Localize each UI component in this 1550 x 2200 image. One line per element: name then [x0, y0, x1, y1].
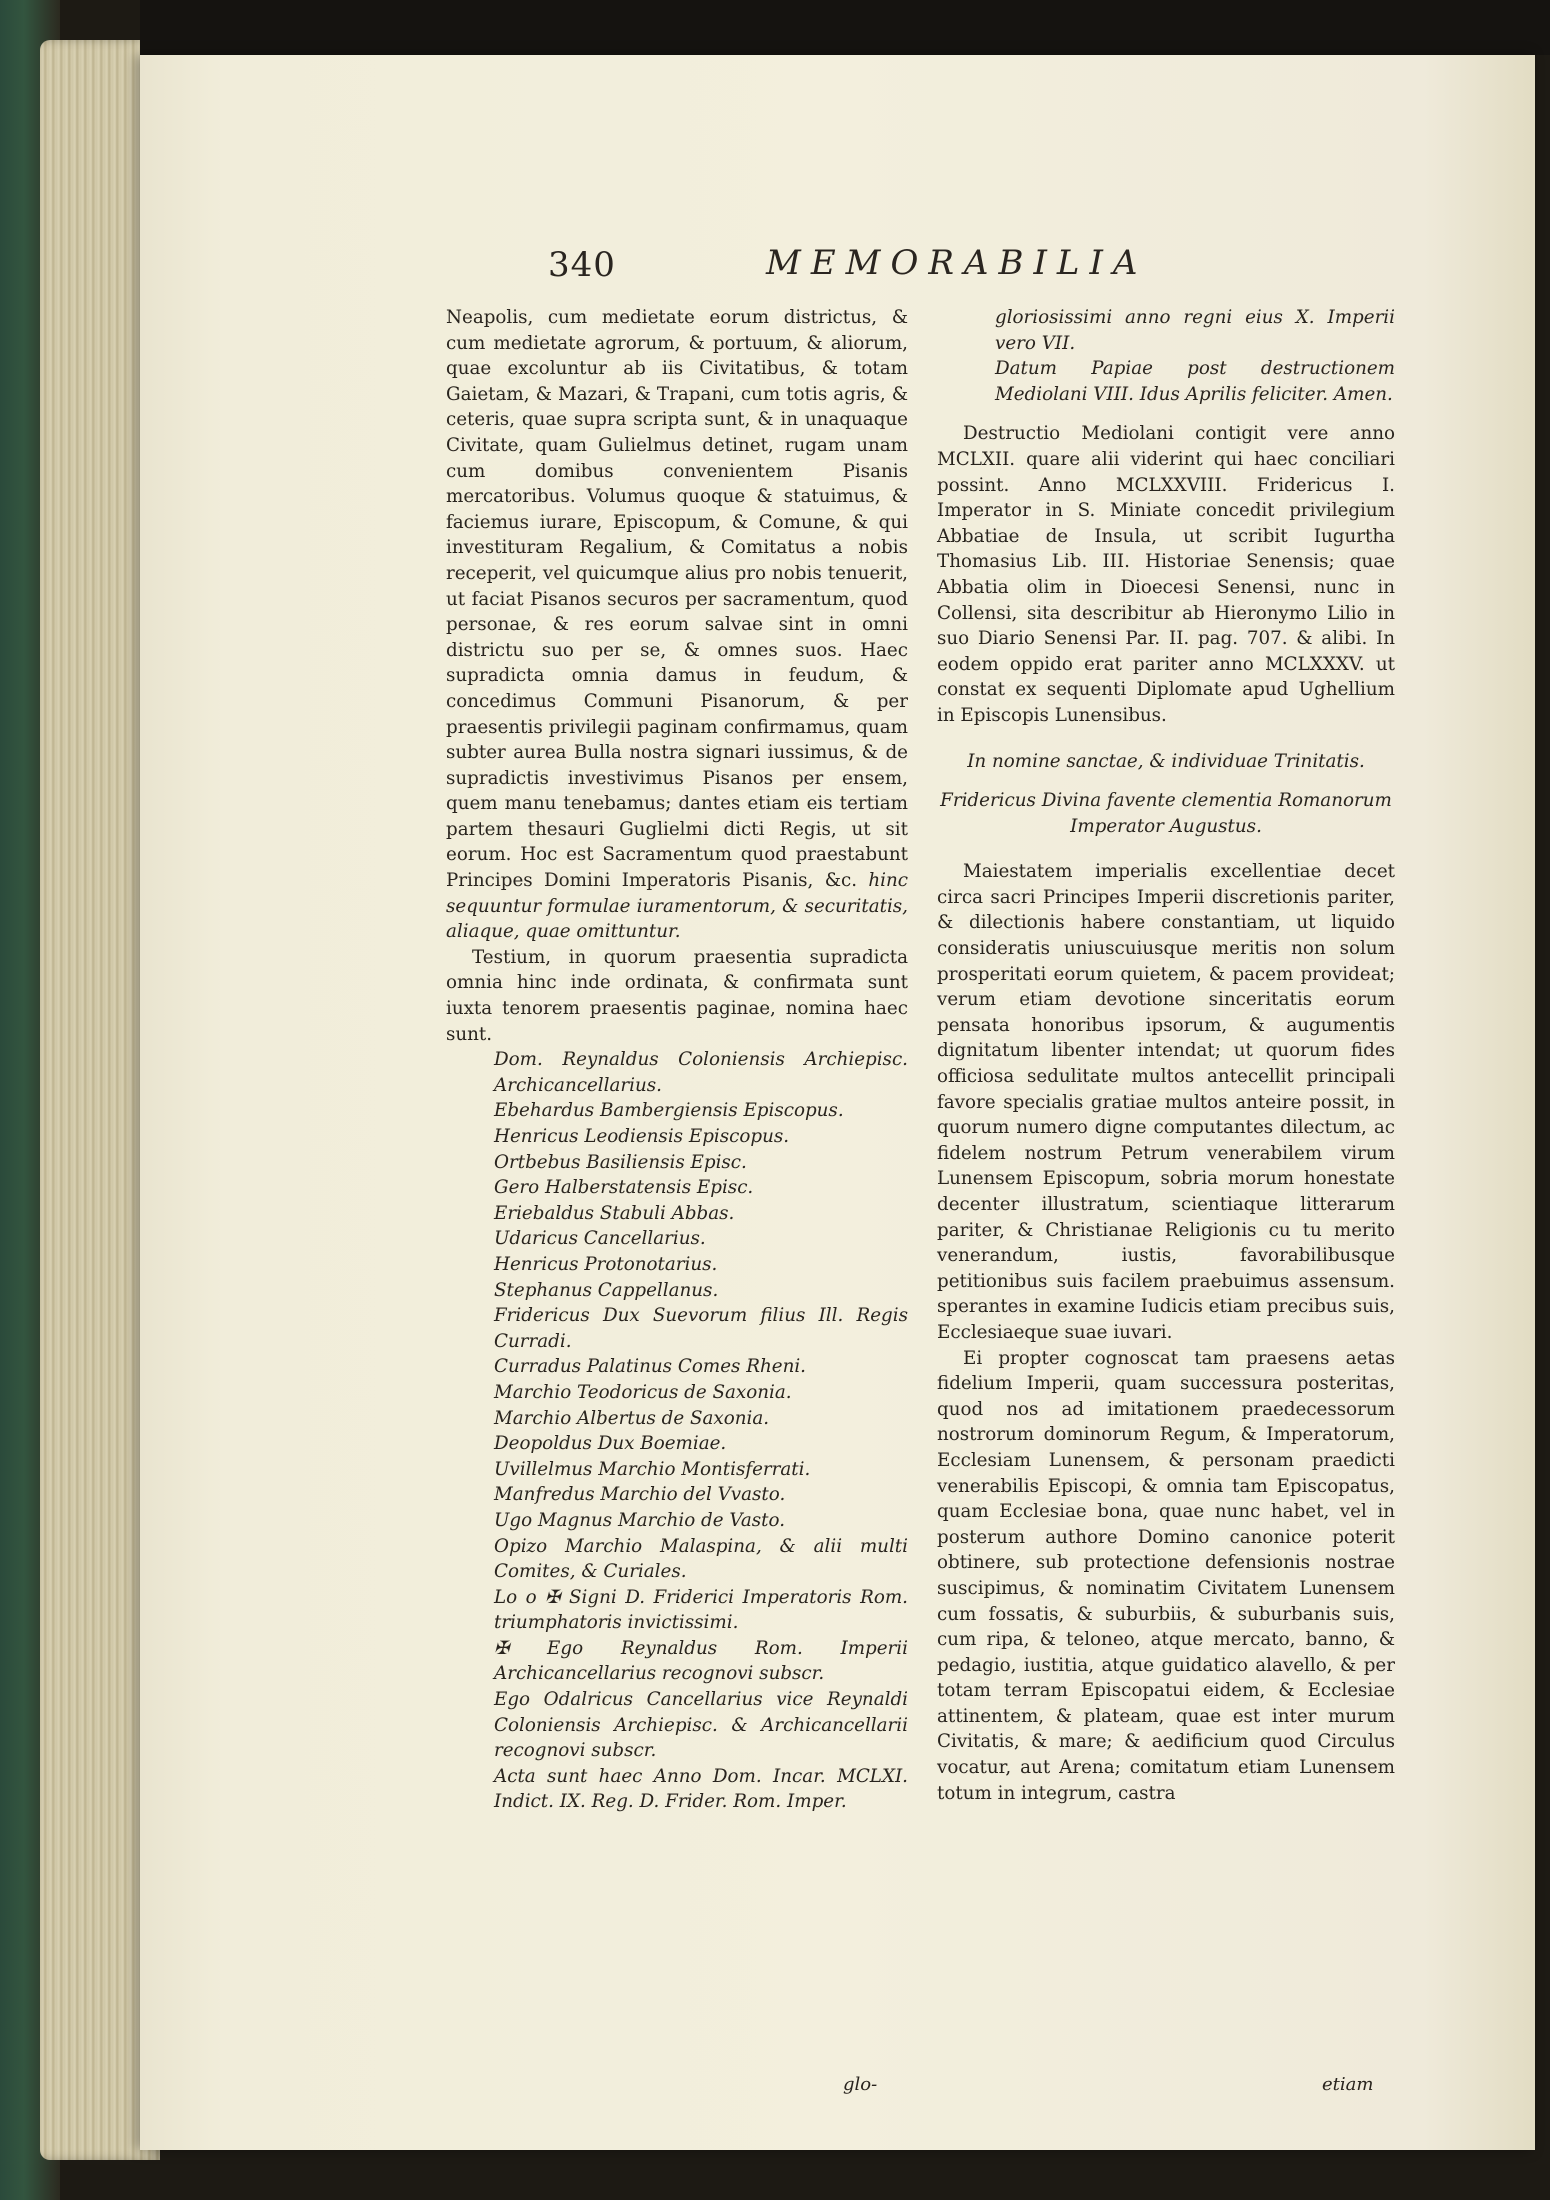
- witness-entry: Fridericus Dux Suevorum filius Ill. Regis Curradi.: [494, 1305, 908, 1352]
- witness-entry: Uvillelmus Marchio Montisferrati.: [494, 1458, 811, 1480]
- intitulatio: Fridericus Divina favente clementia Romanorum Imperator Augustus.: [940, 790, 1392, 837]
- witness-entry: Ugo Magnus Marchio de Vasto.: [494, 1509, 785, 1531]
- catchword: etiam: [1322, 2074, 1374, 2095]
- witness-entry: Stephanus Cappellanus.: [494, 1279, 719, 1301]
- witness-entry: Udaricus Cancellarius.: [494, 1228, 706, 1250]
- witness-entry: Marchio Teodoricus de Saxonia.: [494, 1381, 792, 1403]
- witness-list: [446, 1047, 908, 1815]
- witness-entry: Acta sunt haec Anno Dom. Incar. MCLXI. Indict. IX. Reg. D. Frider. Rom. Imper.: [494, 1765, 908, 1813]
- paragraph: Maiestatem imperialis excellentiae decet circa sacri Principes Imperii discretionis pariter, & dilectionis habere constantiam, ut liquido consideratis uniuscuiusque meritis non solum prosperitati eorum quietem, & pacem provideat; verum etiam devotione sinceritatis eorum pensata honoribus ipsorum, & augumentis dignitatum libenter intendat; ut quorum fides officiosa sedulitate multos antecellit principali favore specialis gratiae multos anteire possit, in quorum numero digne computantes dilectum, ac fidelem nostrum Petrum venerabilem virum Lunensem Episcopum, sobria morum honestate decenter illustratum, scientiaque litterarum pariter, & Christianae Religionis cu tu merito venerandum, iustis, favorabilibusque petitionibus suis facilem praebuimus assensum. sperantes in examine Iudicis etiam precibus suis, Ecclesiaeque suae iuvari.: [937, 861, 1395, 1343]
- witness-entry: Ortbebus Basiliensis Episc.: [494, 1151, 747, 1173]
- witness-entry: Eriebaldus Stabuli Abbas.: [494, 1202, 735, 1224]
- page-header: [548, 245, 1168, 295]
- spacer: [937, 407, 1395, 421]
- witness-entry: Henricus Protonotarius.: [494, 1253, 718, 1275]
- witness-entry: Lo o ✠ Signi D. Friderici Imperatoris Rom. triumphatoris invictissimi.: [494, 1586, 908, 1634]
- datum: Datum Papiae post destructionem Mediolani VIII. Idus Aprilis feliciter. Amen.: [995, 358, 1395, 405]
- spacer: [937, 839, 1395, 859]
- witness-entry: Curradus Palatinus Comes Rheni.: [494, 1356, 806, 1378]
- spacer: [937, 729, 1395, 749]
- witness-entry: Henricus Leodiensis Episcopus.: [494, 1126, 790, 1147]
- page-number: 340: [548, 245, 616, 285]
- paragraph-text: Neapolis, cum medietate eorum districtus, & cum medietate agrorum, & portuum, & aliorum, quae excoluntur ab iis Civitatibus, & totam Gaietam, & Mazari, & Trapani, cum totis agris, & ceteris, quae supra scripta sunt, & in unaquaque Civitate, quam Gulielmus detinet, rugam unam cum domibus convenientem Pisanis mercatoribus. Volumus quoque & statuimus, & faciemus iurare, Episcopum, & Comune, & qui investituram Regalium, & Comitatus a nobis receperit, vel quicumque alius pro nobis tenuerit, ut faciat Pisanos securos per sacramentum, quod personae, & res eorum salvae sint in omni districtu suo per se, & omnes suos. Haec supradicta omnia damus in feudum, & concedimus Communi Pisanorum, & per praesentis privilegii paginam confirmamus, quam subter aurea Bulla nostra signari iussimus, & de supradictis investivimus Pisanos per ensem, quem manu tenebamus; dantes etiam eis tertiam partem thesauri Guglielmi dicti Regis, ut sit eorum. Hoc est Sacramentum quod praestabunt Principes Domini Imperatoris Pisanis, &c.: [446, 307, 908, 892]
- paragraph: Destructio Mediolani contigit vere anno MCLXII. quare alii viderint qui haec conciliari possint. Anno MCLXXVIII. Fridericus I. Imperator in S. Miniate concedit privilegium Abbatiae de Insula, ut scribit Iugurtha Thomasius Lib. III. Historiae Senensis; quae Abbatia olim in Dioecesi Senensi, nunc in Collensi, sita describitur ab Hieronymo Lilio in suo Diario Senensi Par. II. pag. 707. & alibi. In eodem oppido erat pariter anno MCLXXXV. ut constat ex sequenti Diplomate apud Ughellium in Episcopis Lunensibus.: [937, 423, 1395, 726]
- witness-entry: Ego Odalricus Cancellarius vice Reynaldi Coloniensis Archiepisc. & Archicancellarii recognovi subscr.: [494, 1689, 908, 1762]
- paragraph: Testium, in quorum praesentia supradicta omnia hinc inde ordinata, & confirmata sunt iuxta tenorem praesentis paginae, nomina haec sunt.: [446, 946, 908, 1045]
- witness-entry: Gero Halberstatensis Episc.: [494, 1177, 754, 1199]
- witness-entry: ✠ Ego Reynaldus Rom. Imperii Archicancellarius recognovi subscr.: [494, 1637, 908, 1685]
- witness-entry: Manfredus Marchio del Vvasto.: [494, 1484, 786, 1506]
- invocation: In nomine sanctae, & individuae Trinitatis.: [967, 750, 1365, 772]
- paragraph: [446, 305, 908, 945]
- paragraph-italic: hinc sequuntur formulae iuramentorum, & securitatis, aliaque, quae omittuntur.: [446, 870, 908, 943]
- witness-entry: Deopoldus Dux Boemiae.: [494, 1433, 727, 1455]
- witness-entry: Opizo Marchio Malaspina, & alii multi Comites, & Curiales.: [494, 1535, 908, 1583]
- witness-entry: Marchio Albertus de Saxonia.: [494, 1407, 770, 1429]
- catchword: glo-: [843, 2074, 878, 2095]
- witness-entry: Ebehardus Bambergiensis Episcopus.: [494, 1100, 844, 1122]
- spacer: [937, 774, 1395, 788]
- continuation: gloriosissimi anno regni eius X. Imperii vero VII.: [995, 307, 1395, 354]
- right-column: [937, 305, 1395, 1806]
- running-title: MEMORABILIA: [766, 243, 1148, 283]
- left-column: [446, 305, 908, 1815]
- top-shadow: [140, 0, 1550, 55]
- witness-entry: Dom. Reynaldus Coloniensis Archiepisc. Archicancellarius.: [494, 1049, 908, 1096]
- paragraph: Ei propter cognoscat tam praesens aetas fidelium Imperii, quam successura posteritas, quod nos ad imitationem praedecessorum nostrorum dominorum Regum, & Imperatorum, Ecclesiam Lunensem, & personam praedicti venerabilis Episcopi, & omnia tam Episcopatus, quam Ecclesiae bona, quae nunc habet, vel in posterum authore Domino canonice poterit obtinere, sub protectione defensionis nostrae suscipimus, & nominatim Civitatem Lunensem cum fossatis, & suburbiis, & suburbanis suis, cum ripa, & teloneo, atque mercato, banno, & pedagio, iustitia, atque guidatico alavello, & per totam terram Episcopatui eidem, & Ecclesiae attinentem, & plateam, quae est inter murum Civitatis, & mare; & aedificium quod Circulus vocatur, aut Arena; comitatum etiam Lunensem totum in integrum, castra: [937, 1347, 1395, 1804]
